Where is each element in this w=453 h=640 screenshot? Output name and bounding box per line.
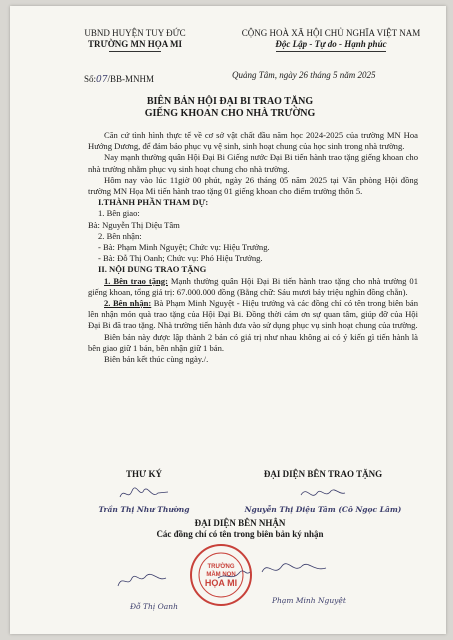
country-name: CỘNG HOÀ XÃ HỘI CHỦ NGHĨA VIỆT NAM [241, 28, 421, 38]
header-left-underline [109, 51, 161, 52]
ref-handwritten-number: 07 [96, 75, 108, 85]
receiver-label: 2. Bên nhận: [98, 230, 142, 241]
national-motto: Độc Lập - Tự do - Hạnh phúc [275, 39, 387, 49]
date-line: Quảng Tâm, ngày 26 tháng 5 năm 2025 [232, 70, 376, 80]
closing-end: Biên bản kết thúc cùng ngày./. [104, 354, 209, 365]
paragraph-basis: Căn cứ tình hình thực tế về cơ sở vật chất đầu năm học 2024-2025 của trường MN Hoa Hướng Dương, để đảm bảo phục vụ vệ sinh, sinh hoạt chung của học sinh trong nhà trường. [88, 130, 418, 152]
closing-copies: Biên bản này được lập thành 2 bản có giá trị như nhau không ai có ý kiến gì tiến hành là bên giao giữ 1 bản, bên nhận giữ 1 bản. [88, 331, 418, 353]
section-participants-heading: I.THÀNH PHẦN THAM DỰ: [98, 197, 209, 208]
school-stamp [188, 542, 254, 608]
ref-suffix: /BB-MNHM [107, 74, 154, 84]
content-item-receiver [88, 298, 418, 332]
secretary-signature-scrawl [114, 481, 174, 505]
document-body [88, 130, 418, 365]
giver-signature-block [238, 469, 408, 514]
title-line-1: BIÊN BẢN HỘI ĐẠI BI TRAO TẶNG [146, 96, 314, 107]
header-right-underline [276, 51, 386, 52]
secretary-handwritten-name: Trần Thị Như Thường [98, 505, 190, 514]
receiver-item: - Bà: Đỗ Thị Oanh; Chức vụ: Phó Hiệu Trưởng. [98, 253, 263, 264]
receiver-right-signature-scrawl [256, 554, 336, 584]
paragraph-meeting: Hôm nay vào lúc 11giờ 00 phút, ngày 26 tháng 05 năm 2025 tại Văn phòng Hội đồng trường MN Họa Mi tiến hành trao tặng 01 giếng khoan cho điểm trường thôn 5. [88, 174, 418, 197]
giver-name: Bà: Nguyễn Thị Diệu Tâm [88, 219, 180, 230]
giver-handwritten-name: Nguyễn Thị Diệu Tâm (Cô Ngọc Lâm) [244, 505, 402, 514]
ref-prefix: Số: [84, 74, 97, 84]
title-line-2: GIẾNG KHOAN CHO NHÀ TRƯỜNG [144, 108, 316, 119]
secretary-signature-block [84, 469, 204, 514]
content-item-receiver-label: 2. Bên nhận: [104, 298, 152, 309]
school-name: TRƯỜNG MN HỌA MI [88, 39, 182, 49]
document-title [50, 96, 410, 120]
receiver-rep-title: ĐẠI DIỆN BÊN NHẬN [194, 518, 286, 528]
svg-text:MẦM NON: MẦM NON [206, 572, 236, 578]
authority-name: UBND HUYỆN TUY ĐỨC [84, 28, 186, 38]
document-page [10, 6, 446, 634]
paragraph-donation: Nay mạnh thường quân Hội Đại Bi Giếng nước Đại Bi tiến hành trao tặng giếng khoan cho nhà trường nhằm phục vụ sinh hoạt chung cho nhà trường. [88, 152, 418, 174]
document-number [84, 74, 154, 85]
giver-label: 1. Bên giao: [98, 208, 140, 219]
svg-text:TRƯỜNG: TRƯỜNG [207, 564, 235, 570]
content-item-giver [88, 276, 418, 298]
receiver-signature-block [130, 518, 350, 540]
receiver-rep-subtitle: Các đồng chí có tên trong biên bản ký nhận [156, 529, 324, 539]
receiver-left-handwritten-name: Đỗ Thị Oanh [130, 602, 178, 611]
receiver-right-handwritten-name: Phạm Minh Nguyệt [272, 596, 346, 605]
giver-rep-title: ĐẠI DIỆN BÊN TRAO TẶNG [263, 469, 383, 479]
svg-text:HỌA MI: HỌA MI [204, 578, 238, 588]
receiver-item: - Bà: Phạm Minh Nguyệt; Chức vụ: Hiệu Trưởng. [98, 242, 270, 253]
section-content-heading: II. NỘI DUNG TRAO TẶNG [98, 264, 207, 275]
giver-signature-scrawl [293, 481, 353, 505]
receiver-left-signature-scrawl [110, 566, 180, 596]
secretary-title: THƯ KÝ [126, 469, 162, 479]
content-item-receiver-text: Bà Phạm Minh Nguyệt - Hiệu trưởng và các đồng chí có tên trong biên bản lên nhận món quà trao tặng của Hội Đại Bi. Đồng thời cảm ơn sự quan tâm, giúp đỡ của Hội Đại Bi đã trao tặng. Nhà trường tiến hành đưa vào sử dụng phục vụ sinh hoạt chung của trường. [88, 298, 418, 331]
header-left [70, 28, 200, 52]
header-right [226, 28, 436, 52]
content-item-giver-text: Mạnh thường quân Hội Đại Bi tiến hành trao tặng cho nhà trường 01 giếng khoan, tổng giá trị: 67.000.000 đồng (Bằng chữ: Sáu mươi bảy triệu nghìn đồng chẵn). [88, 275, 418, 297]
content-item-giver-label: 1. Bên trao tặng: [104, 275, 168, 286]
